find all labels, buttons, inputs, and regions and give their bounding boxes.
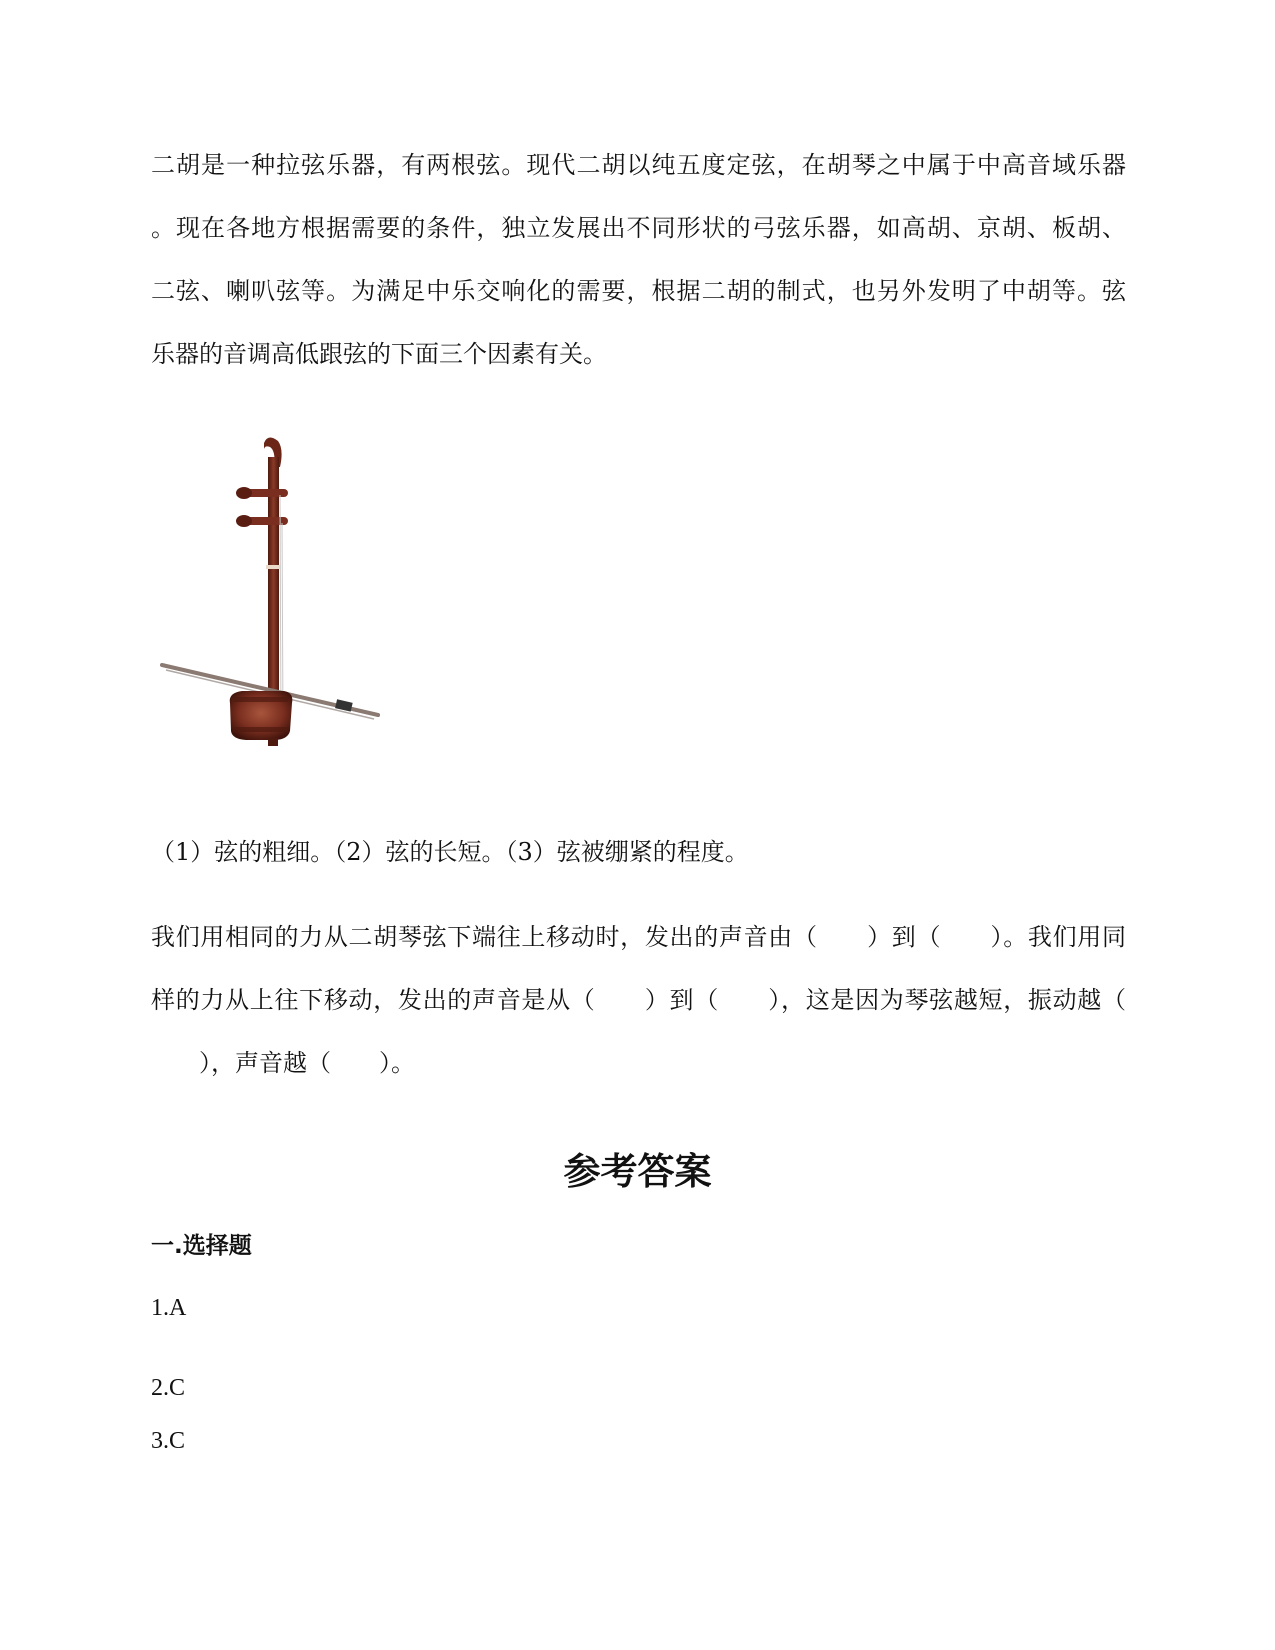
passage-line: 乐器的音调高低跟弦的下面三个因素有关。 <box>151 340 607 368</box>
question-line: 我们用相同的力从二胡琴弦下端往上移动时，发出的声音由（ ）到（ ）。我们用同 <box>151 923 1126 951</box>
erhu-illustration <box>160 435 400 780</box>
answer-item: 2.C <box>151 1375 186 1401</box>
passage-line: 。现在各地方根据需要的条件，独立发展出不同形状的弓弦乐器，如高胡、京胡、板胡、 <box>151 214 1126 242</box>
passage-line: 二胡是一种拉弦乐器，有两根弦。现代二胡以纯五度定弦，在胡琴之中属于中高音域乐器 <box>151 151 1126 179</box>
answer-item: 3.C <box>151 1428 186 1454</box>
answers-title: 参考答案 <box>563 1150 712 1193</box>
section-heading: 一.选择题 <box>151 1233 252 1259</box>
question-line: 样的力从上往下移动，发出的声音是从（ ）到（ ），这是因为琴弦越短，振动越（ <box>151 986 1126 1014</box>
erhu-image <box>160 435 400 780</box>
answer-item: 1.A <box>151 1295 187 1321</box>
question-line: ），声音越（ ）。 <box>151 1049 415 1077</box>
factors-list: （1）弦的粗细。（2）弦的长短。（3）弦被绷紧的程度。 <box>151 838 749 866</box>
passage-line: 二弦、喇叭弦等。为满足中乐交响化的需要，根据二胡的制式，也另外发明了中胡等。弦 <box>151 277 1126 305</box>
